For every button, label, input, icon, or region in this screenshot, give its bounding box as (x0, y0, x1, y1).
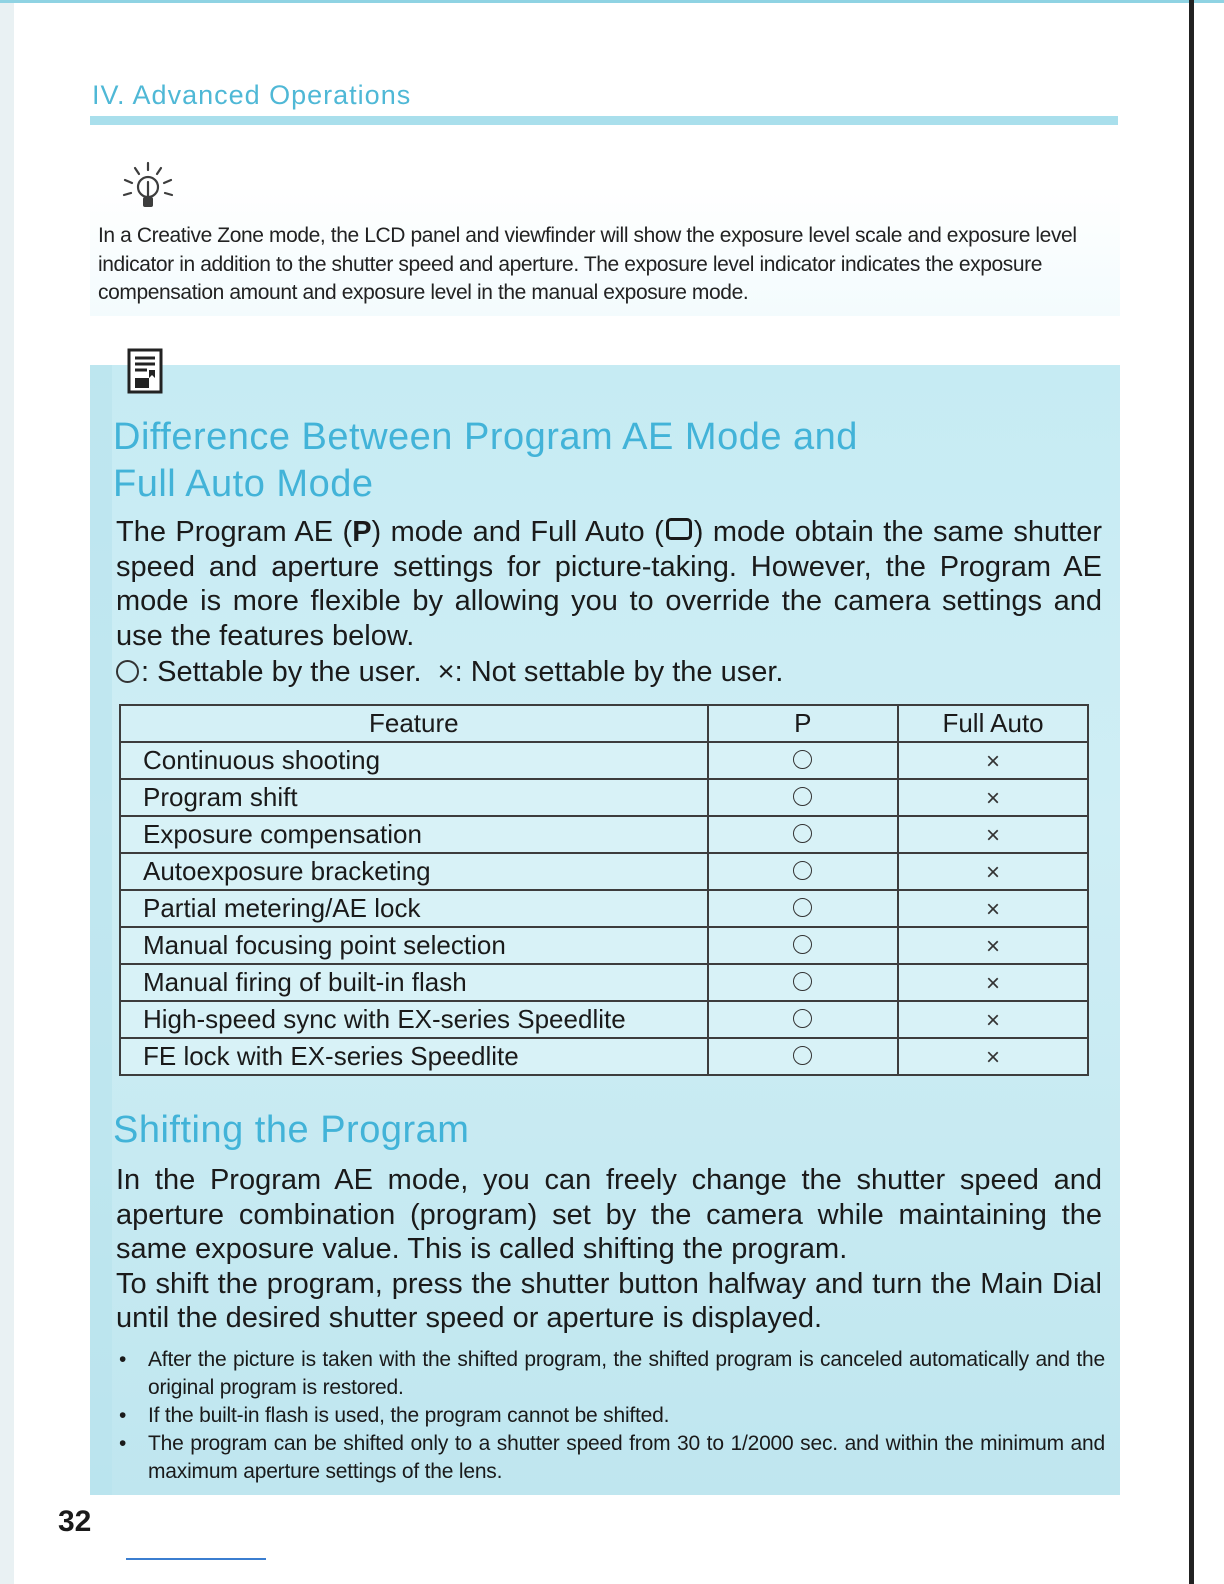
feature-name-cell: Program shift (120, 779, 708, 816)
intro-text-a: The Program AE ( (116, 516, 353, 548)
not-settable-cross: × (986, 822, 1001, 849)
intro-text-c: ) mode obtain the same shutter speed and aperture settings for picture-taking. However, the Program AE mode is more flexible by allowing you to override the camera settings and use the features below. (116, 516, 1102, 652)
table-row (120, 779, 1088, 816)
shift-paragraph-1: In the Program AE mode, you can freely change the shutter speed and aperture combination (program) set by the camera while maintaining the same exposure value. This is called shifting the program. (116, 1164, 1102, 1265)
legend-settable: : Settable by the user. (141, 656, 422, 688)
full-auto-cell (898, 816, 1088, 853)
settable-circle-icon (793, 972, 812, 991)
p-mode-cell (708, 816, 899, 853)
settable-circle-icon (793, 1009, 812, 1028)
full-auto-cell (898, 1038, 1088, 1075)
not-settable-cross: × (986, 1007, 1001, 1034)
intro-paragraph (116, 515, 1102, 653)
settable-circle-icon (793, 898, 812, 917)
notes-list (117, 1346, 1105, 1486)
page-scan-shadow (0, 0, 14, 1584)
feature-table (119, 704, 1089, 1076)
p-mode-cell (708, 742, 899, 779)
settable-circle-icon (793, 935, 812, 954)
cross-symbol: × (437, 656, 455, 688)
p-mode-symbol: P (352, 516, 372, 548)
header-full-auto: Full Auto (898, 705, 1088, 742)
full-auto-cell (898, 779, 1088, 816)
list-item: • If the built-in flash is used, the program cannot be shifted. (117, 1402, 1105, 1430)
full-auto-mode-icon (666, 518, 692, 540)
p-mode-cell (708, 1001, 899, 1038)
reference-book-icon (127, 348, 163, 394)
list-item: • After the picture is taken with the shifted program, the shifted program is canceled automatically and the original program is restored. (117, 1346, 1105, 1402)
page-top-edge (0, 0, 1224, 3)
full-auto-cell (898, 742, 1088, 779)
feature-name-cell: High-speed sync with EX-series Speedlite (120, 1001, 708, 1038)
full-auto-cell (898, 964, 1088, 1001)
panel-edge-strip (90, 365, 112, 1495)
settable-circle-icon (793, 861, 812, 880)
legend-not-settable: : Not settable by the user. (454, 656, 784, 688)
settable-circle-icon (793, 824, 812, 843)
p-mode-cell (708, 890, 899, 927)
circle-symbol-icon (116, 660, 139, 683)
table-row (120, 890, 1088, 927)
bottom-rule (126, 1558, 266, 1560)
feature-name-cell: Continuous shooting (120, 742, 708, 779)
table-row (120, 853, 1088, 890)
shift-paragraphs (116, 1163, 1102, 1336)
feature-name-cell: Manual focusing point selection (120, 927, 708, 964)
table-row (120, 964, 1088, 1001)
difference-heading-line2: Full Auto Mode (113, 463, 374, 505)
feature-name-cell: Partial metering/AE lock (120, 890, 708, 927)
symbol-legend (116, 654, 783, 690)
table-row (120, 1001, 1088, 1038)
full-auto-cell (898, 1001, 1088, 1038)
not-settable-cross: × (986, 748, 1001, 775)
page-right-edge (1189, 0, 1194, 1584)
page-number: 32 (58, 1505, 92, 1538)
difference-heading (113, 414, 1013, 508)
full-auto-cell (898, 853, 1088, 890)
shifting-heading: Shifting the Program (113, 1109, 470, 1151)
settable-circle-icon (793, 1046, 812, 1065)
table-header-row (120, 705, 1088, 742)
p-mode-cell (708, 779, 899, 816)
difference-heading-line1: Difference Between Program AE Mode and (113, 416, 858, 458)
lightbulb-icon (118, 158, 178, 218)
not-settable-cross: × (986, 785, 1001, 812)
feature-name-cell: Exposure compensation (120, 816, 708, 853)
not-settable-cross: × (986, 1044, 1001, 1071)
tip-text: In a Creative Zone mode, the LCD panel and viewfinder will show the exposure level scale and exposure level indicator in addition to the shutter speed and aperture. The exposure level indicator indicates the exposure compensation amount and exposure level in the manual exposure mode. (98, 224, 1077, 304)
not-settable-cross: × (986, 933, 1001, 960)
table-row (120, 927, 1088, 964)
section-header: IV. Advanced Operations (92, 80, 412, 110)
table-row (120, 816, 1088, 853)
list-item: • The program can be shifted only to a shutter speed from 30 to 1/2000 sec. and within the minimum and maximum aperture settings of the lens. (117, 1430, 1105, 1486)
header-p: P (708, 705, 899, 742)
settable-circle-icon (793, 750, 812, 769)
table-row (120, 1038, 1088, 1075)
feature-name-cell: FE lock with EX-series Speedlite (120, 1038, 708, 1075)
header-feature: Feature (120, 705, 708, 742)
p-mode-cell (708, 853, 899, 890)
intro-text-b: ) mode and Full Auto ( (371, 516, 664, 548)
table-body (120, 742, 1088, 1075)
feature-name-cell: Autoexposure bracketing (120, 853, 708, 890)
p-mode-cell (708, 964, 899, 1001)
feature-name-cell: Manual firing of built-in flash (120, 964, 708, 1001)
not-settable-cross: × (986, 896, 1001, 923)
full-auto-cell (898, 890, 1088, 927)
header-rule (90, 116, 1118, 125)
not-settable-cross: × (986, 970, 1001, 997)
settable-circle-icon (793, 787, 812, 806)
shift-paragraph-2: To shift the program, press the shutter button halfway and turn the Main Dial until the desired shutter speed or aperture is displayed. (116, 1267, 1102, 1334)
p-mode-cell (708, 1038, 899, 1075)
not-settable-cross: × (986, 859, 1001, 886)
full-auto-cell (898, 927, 1088, 964)
p-mode-cell (708, 927, 899, 964)
table-row (120, 742, 1088, 779)
